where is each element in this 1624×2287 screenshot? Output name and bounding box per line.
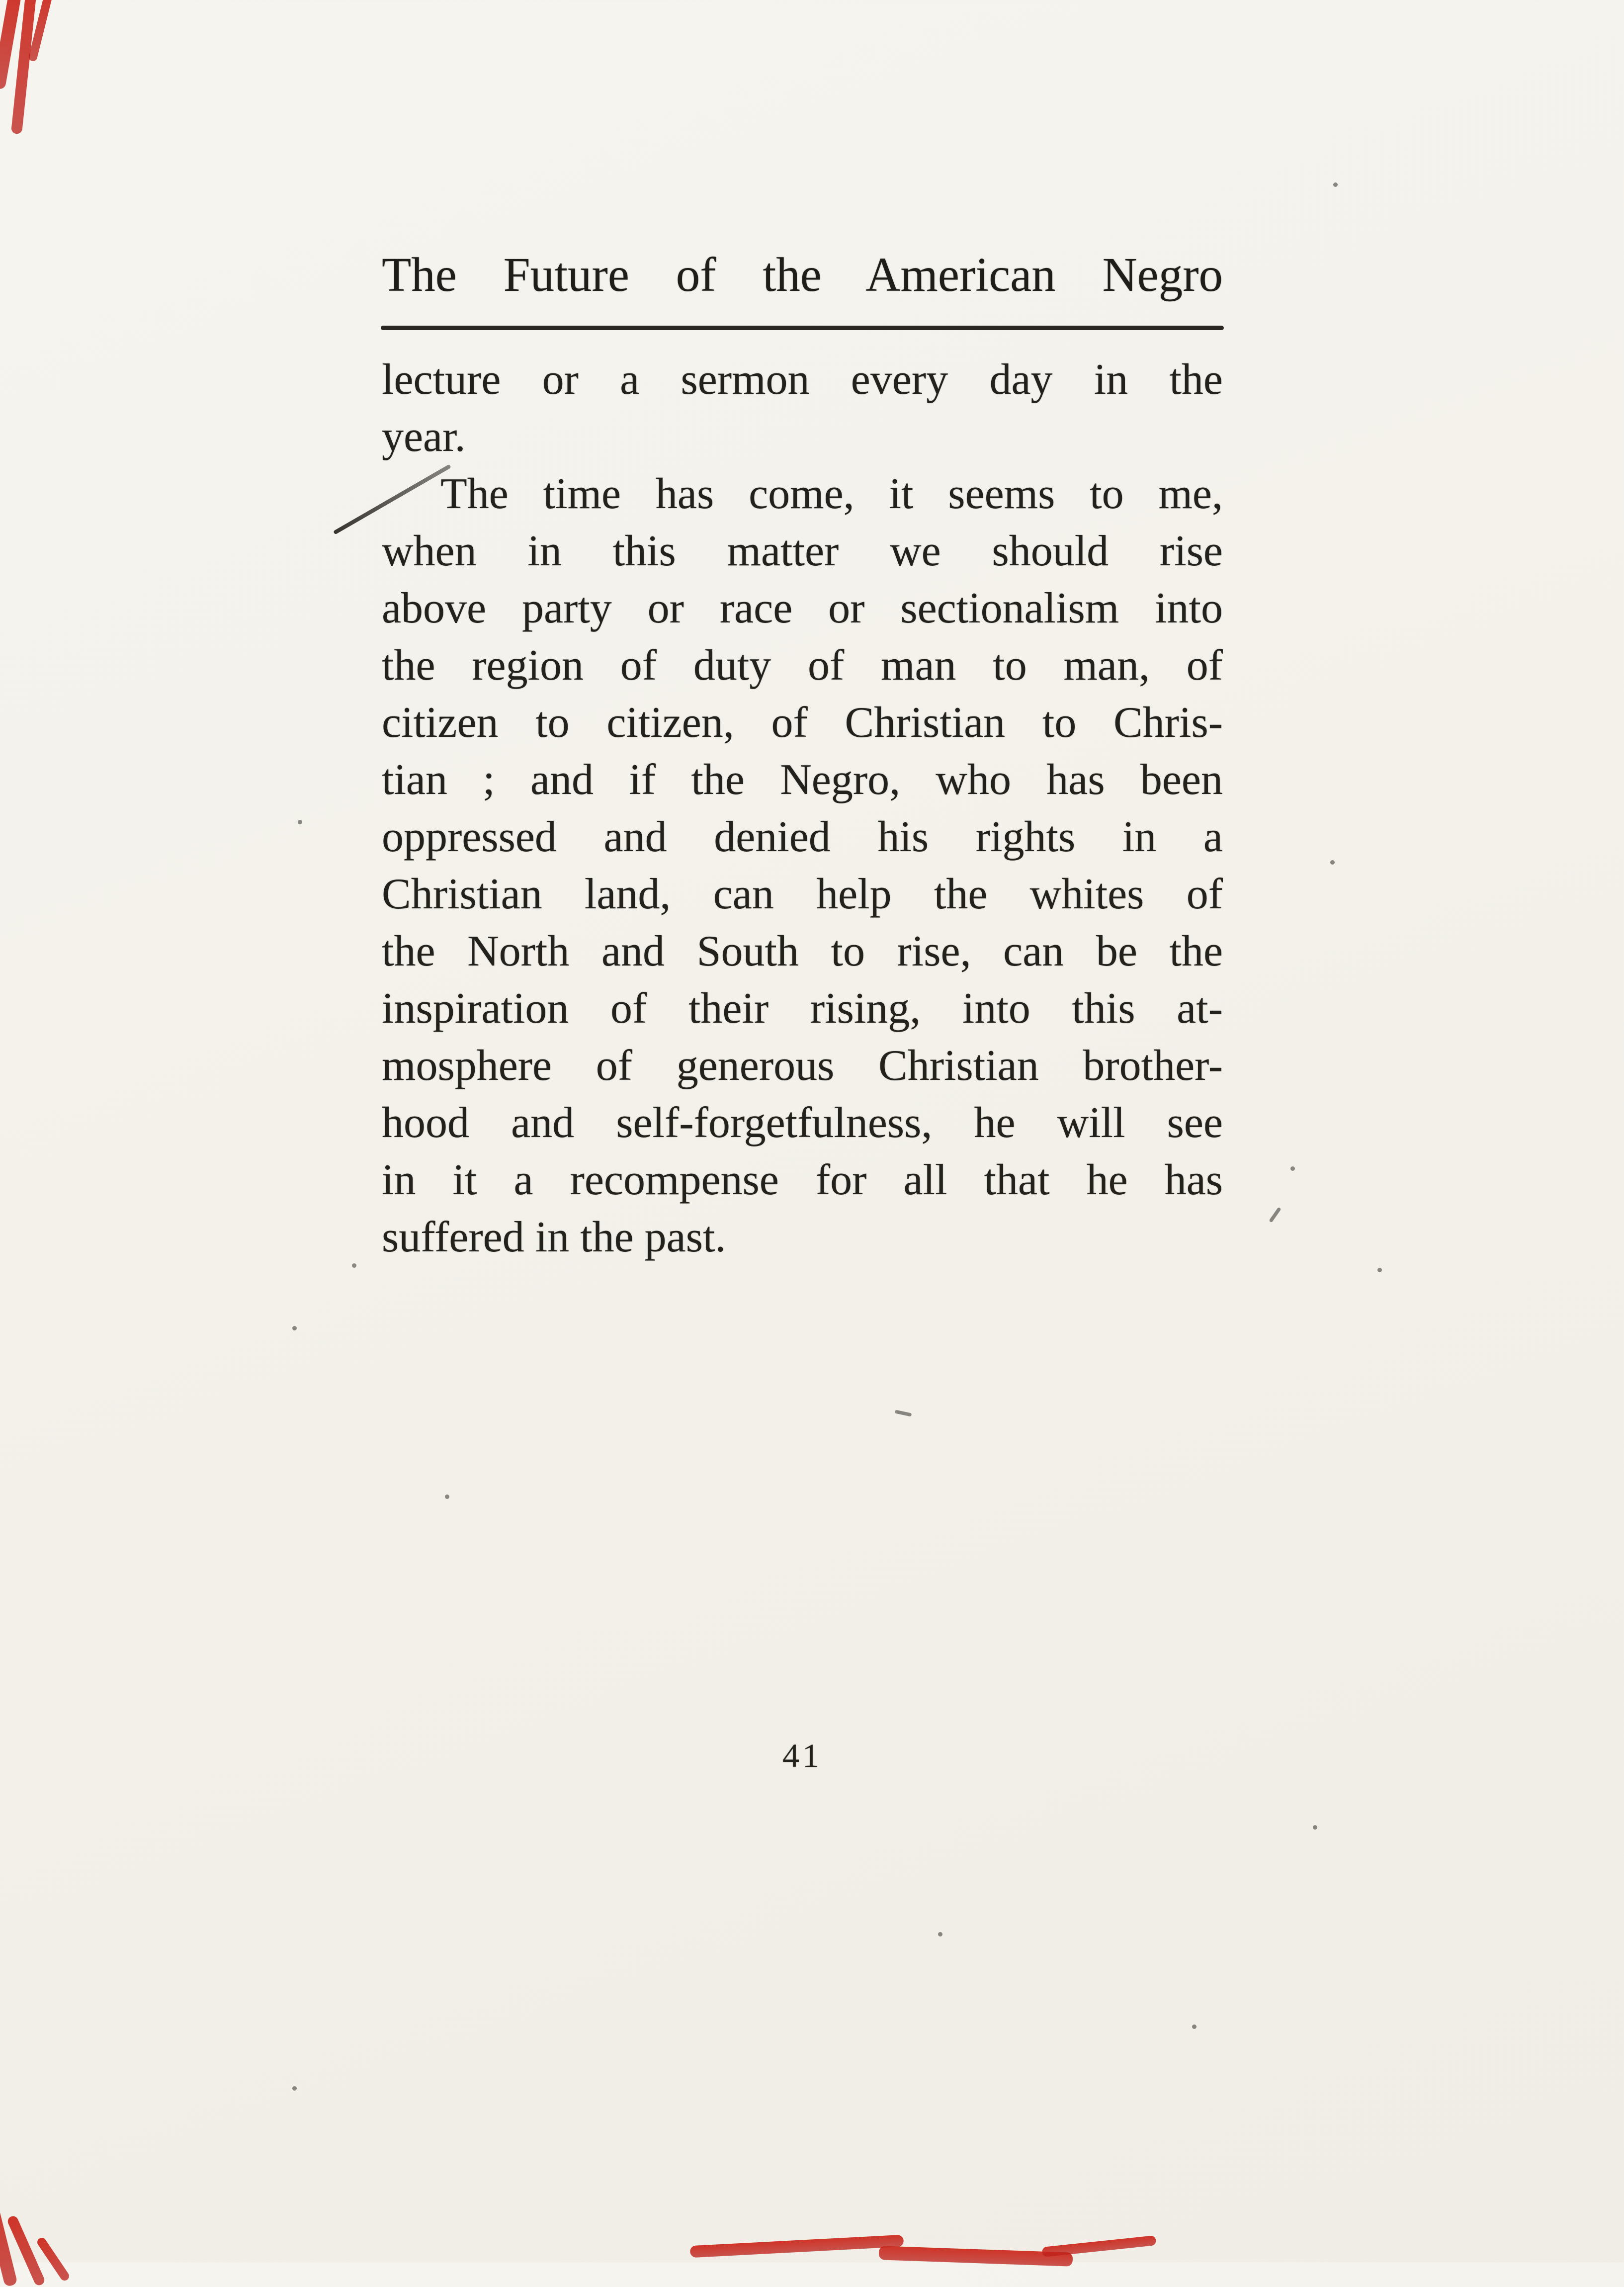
text-line: in it a recompense for all that he has [382,1156,1223,1204]
red-ink-mark-bottom-center [690,2235,904,2258]
scan-speck [292,1326,297,1330]
scan-speck [445,1495,449,1499]
text-line: hood and self-forgetfulness, he will see [382,1099,1223,1147]
scan-speck [352,1263,356,1268]
text-line: the North and South to rise, can be the [382,927,1223,975]
scan-speck [1377,1268,1382,1272]
scan-speck [1269,1207,1281,1223]
scan-speck [298,820,302,824]
text-line: suffered in the past. [382,1213,726,1261]
text-line: mosphere of generous Christian brother- [382,1042,1223,1090]
text-line: tian ; and if the Negro, who has been [382,756,1223,804]
scan-speck [1333,182,1338,187]
scan-speck [1330,860,1335,865]
page-number: 41 [782,1737,822,1774]
scan-speck [1192,2024,1197,2029]
text-line: when in this matter we should rise [382,527,1223,575]
scan-speck [1290,1166,1295,1171]
text-line: lecture or a sermon every day in the [382,355,1223,404]
text-line: citizen to citizen, of Christian to Chris- [382,699,1223,747]
text-line: oppressed and denied his rights in a [382,813,1223,861]
text-line: Christian land, can help the whites of [382,870,1223,918]
body-text [382,351,1223,1266]
scan-speck [1313,1825,1317,1830]
red-ink-mark-bottom-center [1042,2235,1157,2257]
text-line: inspiration of their rising, into this at- [382,984,1223,1033]
text-line: The time has come, it seems to me, [440,470,1223,518]
running-title: The Future of the American Negro [382,248,1223,301]
scan-speck [938,1932,942,1936]
text-line: year. [382,413,466,461]
text-line: above party or race or sectionalism into [382,584,1223,632]
scan-speck [895,1410,912,1417]
header-rule [381,326,1224,330]
scan-speck [292,2086,297,2091]
text-line: the region of duty of man to man, of [382,641,1223,690]
